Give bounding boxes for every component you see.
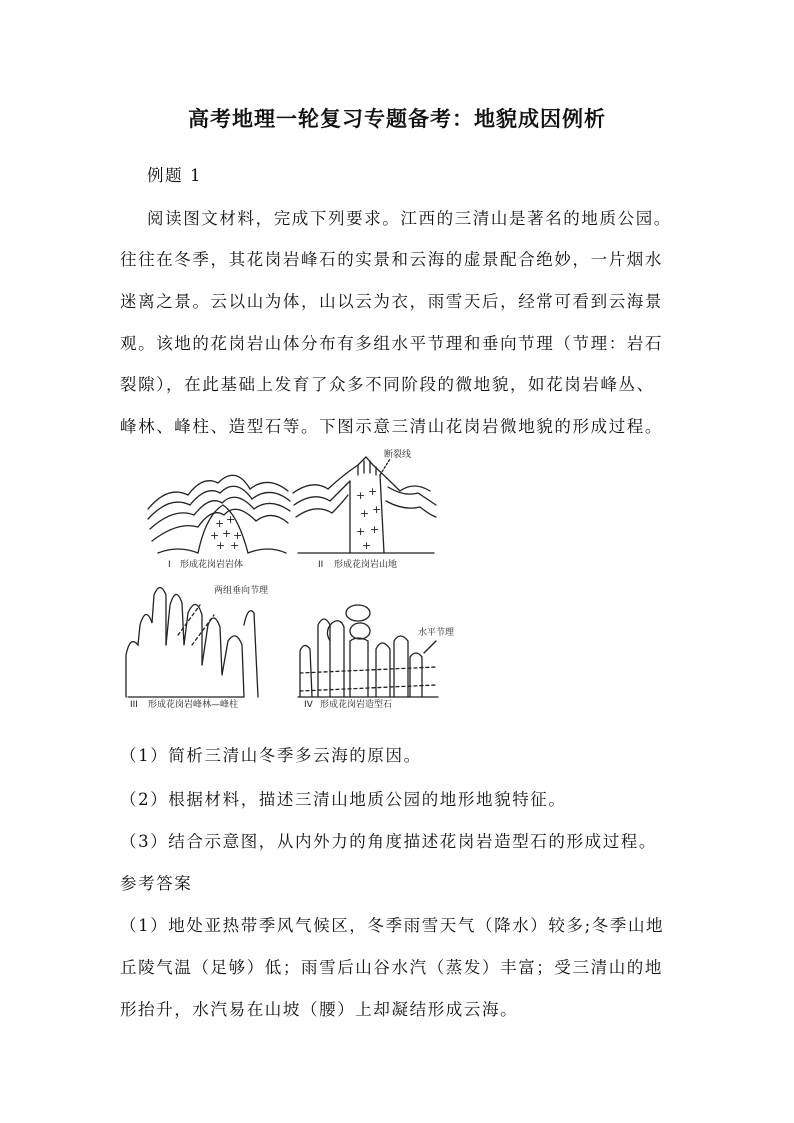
panel-4-numeral: IV [304, 700, 313, 710]
panel-3-sketch [126, 588, 258, 698]
paragraph-line: 裂隙），在此基础上发育了众多不同阶段的微地貌，如花岗岩峰丛、 [120, 375, 655, 394]
panel-2-numeral: II [318, 560, 324, 570]
svg-text:+: + [215, 517, 225, 530]
question-item: （1）简析三清山冬季多云海的原因。 [120, 746, 422, 765]
paragraph-line: 峰林、峰柱、造型石等。下图示意三清山花岗岩微地貌的形成过程。 [120, 417, 663, 436]
panel-3-caption: 形成花岗岩峰林—峰柱 [148, 700, 239, 710]
panel-3-numeral: III [130, 700, 138, 710]
svg-text:+: + [222, 527, 232, 540]
svg-text:+: + [216, 539, 226, 552]
paragraph-line: 阅读图文材料，完成下列要求。江西的三清山是著名的地质公园。 [147, 209, 672, 228]
svg-text:+: + [372, 503, 382, 516]
answer-label: 参考答案 [120, 874, 193, 893]
answer-line: 形抬升，水汽易在山坡（腰）上却凝结形成云海。 [120, 1000, 519, 1019]
panel-3-label: 两组垂向节理 [214, 586, 269, 596]
paragraph-line: 迷离之景。云以山为体，山以云为衣，雨雪天后，经常可看到云海景 [120, 292, 663, 311]
answer-line: 丘陵气温（足够）低；雨雪后山谷水汽（蒸发）丰富；受三清山的地 [120, 958, 663, 977]
panel-4-caption: 形成花岗岩造型石 [320, 700, 393, 710]
svg-text:+: + [233, 529, 243, 542]
svg-text:+: + [356, 525, 366, 538]
document-title: 高考地理一轮复习专题备考：地貌成因例析 [188, 106, 606, 131]
panel-1-caption: 形成花岗岩岩体 [180, 560, 244, 570]
paragraph-line: 往往在冬季，其花岗岩峰石的实景和云海的虚景配合绝妙，一片烟水 [120, 250, 663, 269]
svg-text:+: + [362, 539, 372, 552]
panel-2-caption: 形成花岗岩山地 [334, 560, 398, 570]
panel-4-sketch [298, 605, 438, 697]
panel-1-numeral: I [168, 560, 171, 570]
svg-text:+: + [360, 507, 370, 520]
panel-2-label: 断裂线 [384, 450, 412, 460]
svg-text:+: + [226, 513, 236, 526]
example-label: 例题 1 [147, 166, 203, 185]
svg-text:+: + [368, 485, 378, 498]
paragraph-line: 观。该地的花岗岩山体分布有多组水平节理和垂向节理（节理：岩石 [120, 334, 663, 353]
svg-text:+: + [210, 529, 220, 542]
svg-text:+: + [356, 489, 366, 502]
panel-4-label: 水平节理 [418, 628, 455, 638]
answer-line: （1）地处亚热带季风气候区，冬季雨雪天气（降水）较多;冬季山地 [120, 916, 665, 935]
question-item: （3）结合示意图，从内外力的角度描述花岗岩造型石的形成过程。 [120, 832, 657, 851]
question-item: （2）根据材料，描述三清山地质公园的地形地貌特征。 [120, 790, 567, 809]
svg-text:+: + [370, 523, 380, 536]
granite-landform-figure [118, 445, 478, 713]
svg-text:+: + [230, 539, 240, 552]
